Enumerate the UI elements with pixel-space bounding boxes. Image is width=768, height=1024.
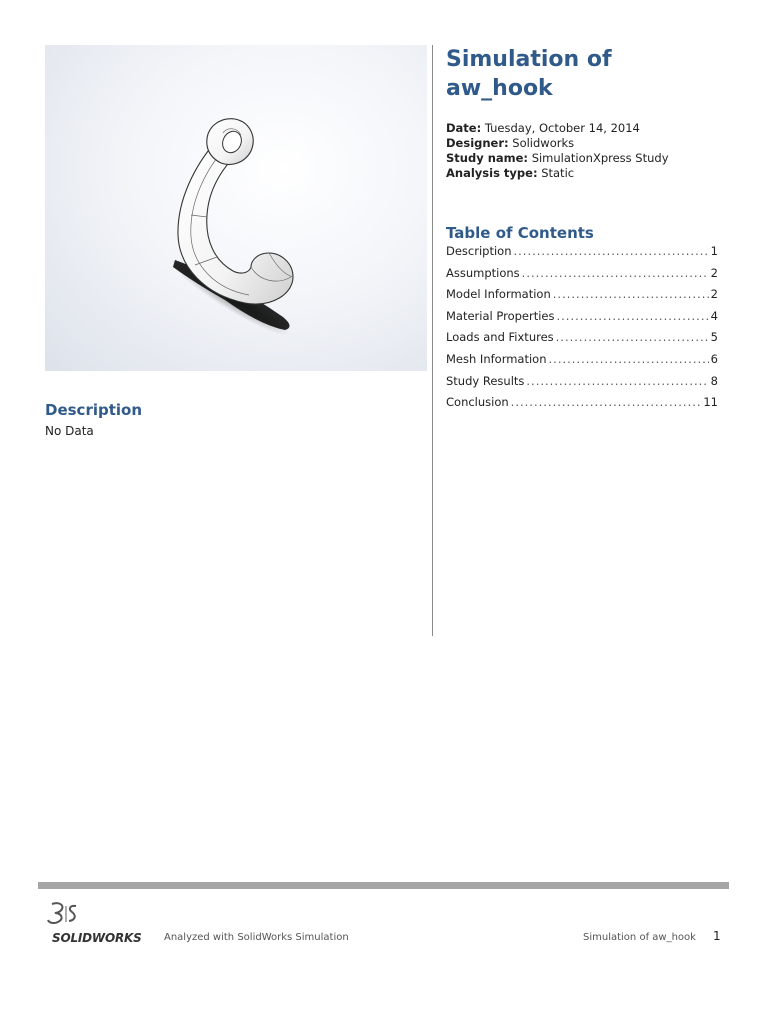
solidworks-wordmark: SOLIDWORKS	[52, 931, 142, 945]
meta-designer-label: Designer:	[446, 136, 509, 150]
toc-entry-label: Description	[446, 244, 512, 258]
toc-leader	[514, 244, 709, 258]
meta-analysis-label: Analysis type:	[446, 166, 538, 180]
description-heading: Description	[45, 401, 143, 419]
meta-study	[446, 151, 736, 166]
toc-entry-label: Study Results	[446, 373, 525, 388]
footer-page-number: 1	[713, 929, 721, 943]
toc-entry-model-information[interactable]	[446, 287, 718, 309]
toc-leader	[556, 330, 709, 344]
toc-entry-page: 8	[710, 373, 718, 388]
column-divider	[432, 45, 433, 636]
meta-study-value: SimulationXpress Study	[531, 151, 669, 165]
page-title	[446, 45, 736, 103]
report-metadata	[446, 121, 736, 181]
table-of-contents	[446, 244, 718, 417]
toc-entry-label: Mesh Information	[446, 351, 547, 366]
toc-entry-page: 2	[710, 287, 718, 302]
footer-rule	[38, 882, 729, 889]
meta-analysis	[446, 166, 736, 181]
toc-entry-label: Assumptions	[446, 265, 520, 280]
meta-study-label: Study name:	[446, 151, 529, 165]
toc-entry-page: 11	[703, 395, 718, 410]
meta-analysis-value: Static	[541, 166, 575, 180]
footer-analyzed-text: Analyzed with SolidWorks Simulation	[164, 932, 349, 943]
meta-date	[446, 121, 736, 136]
toc-entry-page: 1	[710, 244, 718, 258]
toc-leader	[553, 287, 709, 301]
toc-leader	[557, 309, 709, 323]
toc-entry-assumptions[interactable]	[446, 266, 718, 288]
toc-entry-label: Conclusion	[446, 395, 509, 410]
toc-entry-label: Model Information	[446, 287, 551, 302]
toc-entry-page: 4	[710, 308, 718, 323]
toc-entry-label: Material Properties	[446, 308, 555, 323]
meta-designer-value: Solidworks	[512, 136, 575, 150]
footer-document-title: Simulation of aw_hook	[583, 932, 696, 943]
toc-entry-loads-and-fixtures[interactable]	[446, 330, 718, 352]
meta-designer	[446, 136, 736, 151]
toc-entry-mesh-information[interactable]	[446, 352, 718, 374]
toc-leader	[549, 352, 709, 366]
toc-entry-label: Loads and Fixtures	[446, 330, 554, 345]
toc-entry-material-properties[interactable]	[446, 309, 718, 331]
title-line-1: Simulation of	[446, 47, 612, 72]
model-image	[45, 45, 427, 371]
toc-entry-page: 2	[710, 265, 718, 280]
toc-leader	[511, 395, 702, 409]
toc-entry-page: 5	[710, 330, 718, 345]
toc-entry-conclusion[interactable]	[446, 395, 718, 417]
title-line-2: aw_hook	[446, 76, 553, 101]
hook-model-icon	[45, 45, 427, 371]
toc-leader	[526, 374, 708, 388]
toc-entry-page: 6	[710, 351, 718, 366]
description-body: No Data	[45, 424, 94, 438]
toc-heading: Table of Contents	[446, 224, 594, 242]
toc-entry-study-results[interactable]	[446, 374, 718, 396]
meta-date-label: Date:	[446, 121, 482, 135]
toc-leader	[522, 266, 709, 280]
meta-date-value: Tuesday, October 14, 2014	[484, 121, 640, 135]
toc-entry-description[interactable]	[446, 244, 718, 266]
